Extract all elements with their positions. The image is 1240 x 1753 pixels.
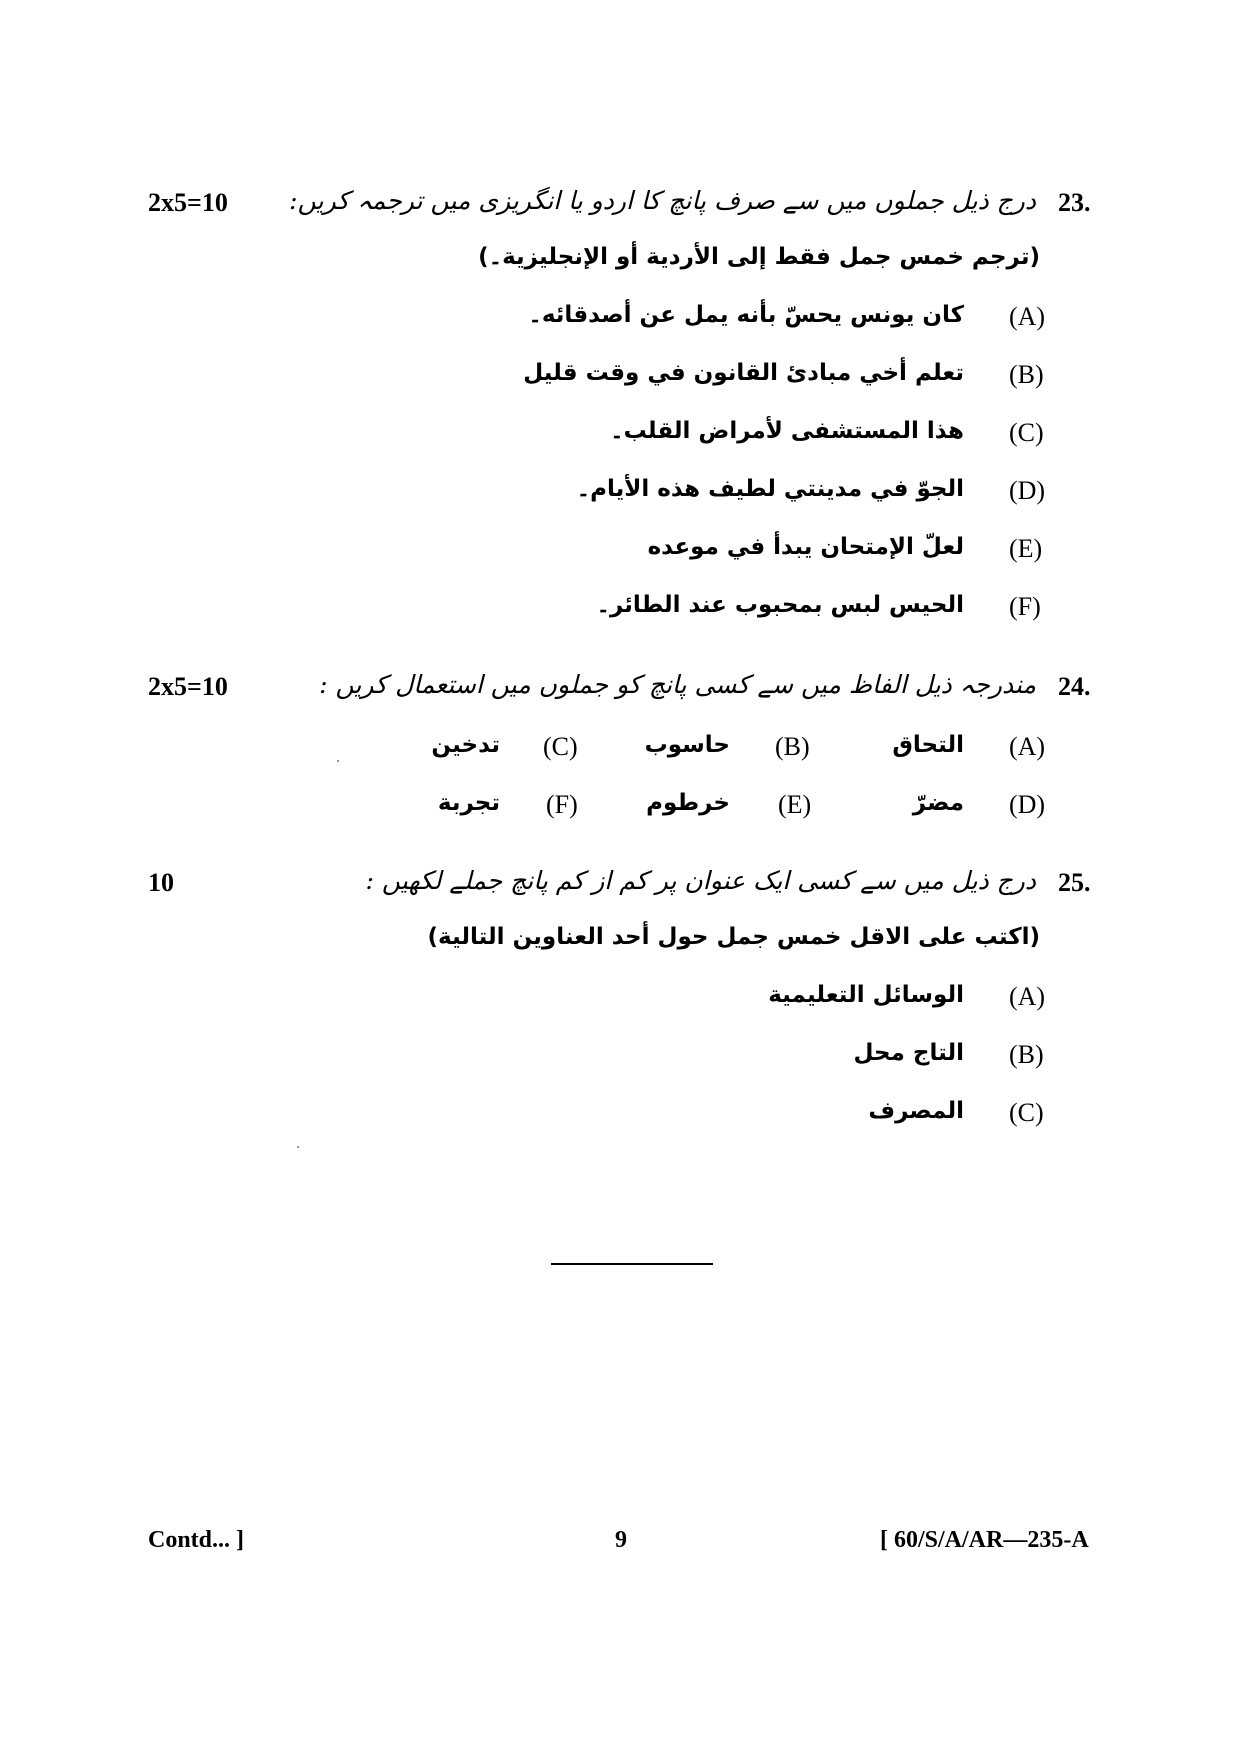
word-label: (E) bbox=[778, 790, 812, 819]
instruction-urdu-q25: درج ذیل میں سے کسی ایک عنوان پر کم از کم پانچ جملے لکھیں : bbox=[365, 866, 1036, 895]
scan-speck bbox=[297, 1146, 299, 1148]
question-number-24: 24. bbox=[1058, 672, 1091, 701]
word-label: (F) bbox=[546, 790, 578, 819]
item-text: هذا المستشفى لأمراض القلب۔ bbox=[610, 418, 964, 444]
page-number: 9 bbox=[615, 1527, 627, 1553]
end-rule bbox=[551, 1263, 713, 1265]
marks-q25: 10 bbox=[148, 868, 174, 897]
word-label: (C) bbox=[543, 732, 578, 761]
word-label: (D) bbox=[1009, 790, 1046, 819]
item-text: المصرف bbox=[868, 1098, 964, 1124]
item-text: التاج محل bbox=[853, 1040, 964, 1066]
marks-q23: 2x5=10 bbox=[148, 188, 228, 217]
word-label: (B) bbox=[775, 732, 810, 761]
word-text: مضرّ bbox=[912, 790, 964, 816]
item-label: (B) bbox=[1009, 360, 1044, 389]
marks-q24: 2x5=10 bbox=[148, 672, 228, 701]
question-number-23: 23. bbox=[1058, 188, 1091, 217]
item-label: (C) bbox=[1009, 418, 1044, 447]
instruction-arabic-q25: (اكتب على الاقل خمس جمل حول أحد العناوين التالية) bbox=[427, 924, 1040, 950]
item-text: تعلم أخي مبادئ القانون في وقت قليل bbox=[523, 360, 964, 386]
question-number-25: 25. bbox=[1058, 868, 1091, 897]
footer-contd: Contd... ] bbox=[148, 1527, 245, 1553]
word-text: تدخين bbox=[431, 732, 500, 758]
instruction-urdu-q24: مندرجہ ذیل الفاظ میں سے کسی پانچ کو جملوں میں استعمال کریں : bbox=[319, 670, 1036, 699]
instruction-urdu-q23: درج ذیل جملوں میں سے صرف پانچ کا اردو یا انگریزی میں ترجمہ کریں: bbox=[289, 186, 1036, 215]
item-text: لعلّ الإمتحان يبدأ في موعده bbox=[647, 534, 964, 560]
instruction-arabic-q23: (ترجم خمس جمل فقط إلى الأردية أو الإنجليزية۔) bbox=[478, 244, 1040, 270]
paper-code: [ 60/S/A/AR—235-A bbox=[880, 1527, 1089, 1553]
item-text: كان يونس يحسّ بأنه يمل عن أصدقائه۔ bbox=[528, 302, 964, 328]
word-label: (A) bbox=[1009, 732, 1046, 761]
item-label: (D) bbox=[1009, 476, 1046, 505]
item-text: الحيس لبس بمحبوب عند الطائر۔ bbox=[596, 592, 964, 618]
item-text: الجوّ في مدينتي لطيف هذه الأيام۔ bbox=[576, 476, 964, 502]
word-text: خرطوم bbox=[646, 790, 730, 816]
item-text: الوسائل التعليمية bbox=[768, 982, 964, 1008]
word-text: تجربة bbox=[437, 790, 500, 816]
scan-speck bbox=[337, 760, 339, 762]
item-label: (B) bbox=[1009, 1040, 1044, 1069]
word-text: حاسوب bbox=[644, 732, 730, 758]
item-label: (E) bbox=[1009, 534, 1043, 563]
item-label: (A) bbox=[1009, 302, 1046, 331]
word-text: التحاق bbox=[892, 732, 964, 758]
item-label: (C) bbox=[1009, 1098, 1044, 1127]
item-label: (A) bbox=[1009, 982, 1046, 1011]
item-label: (F) bbox=[1009, 592, 1041, 621]
